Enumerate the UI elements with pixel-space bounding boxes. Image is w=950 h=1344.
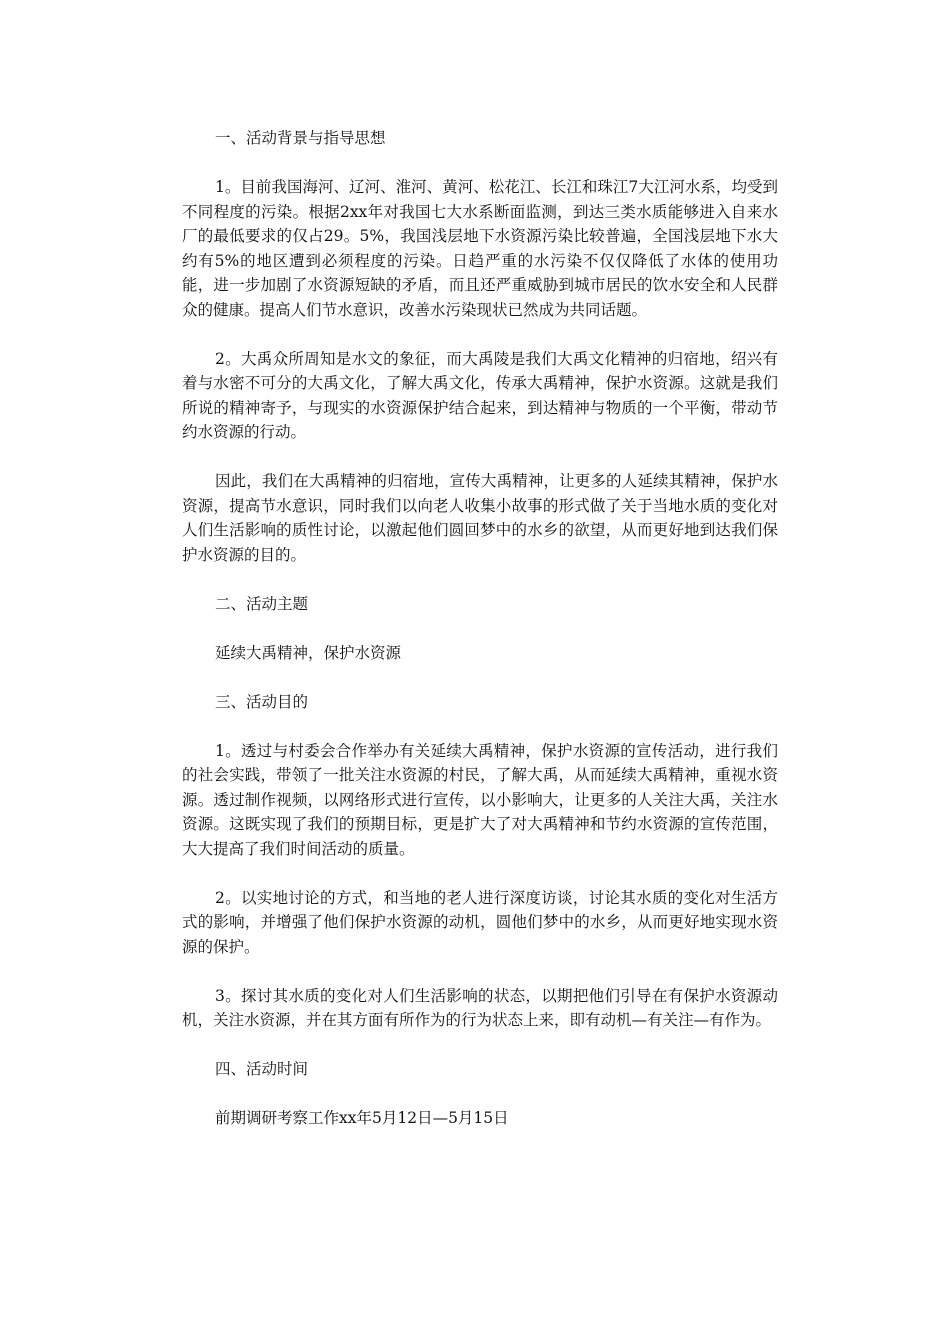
paragraph-purpose-2: 2。以实地讨论的方式，和当地的老人进行深度访谈，讨论其水质的变化对生活方式的影响，并增强了他们保护水资源的动机，圆他们梦中的水乡，从而更好地实现水资源的保护。 (182, 888, 778, 956)
section-heading-purpose: 三、活动目的 (215, 692, 309, 711)
paragraph-background-3: 因此，我们在大禹精神的归宿地，宣传大禹精神，让更多的人延续其精神，保护水资源，提高节水意识，同时我们以向老人收集小故事的形式做了关于当地水质的变化对人们生活影响的质性讨论，以激起他们圆回梦中的水乡的欲望，从而更好地到达我们保护水资源的目的。 (182, 472, 778, 564)
section-heading-theme: 二、活动主题 (215, 594, 309, 613)
section-heading-time: 四、活动时间 (215, 1060, 309, 1078)
section-heading-background: 一、活动背景与指导思想 (215, 129, 386, 147)
paragraph-background-2: 2。大禹众所周知是水文的象征，而大禹陵是我们大禹文化精神的归宿地，绍兴有着与水密不可分的大禹文化，了解大禹文化，传承大禹精神，保护水资源。这就是我们所说的精神寄予，与现实的水资源保护结合起来，到达精神与物质的一个平衡，带动节约水资源的行动。 (182, 349, 778, 441)
paragraph-background-1: 1。目前我国海河、辽河、淮河、黄河、松花江、长江和珠江7大江河水系，均受到不同程度的污染。根据2xx年对我国七大水系断面监测，到达三类水质能够进入自来水厂的最低要求的仅占29。5%，我国浅层地下水资源污染比较普遍，全国浅层地下水大约有5%的地区遭到必须程度的污染。日趋严重的水污染不仅仅降低了水体的使用功能，进一步加剧了水资源短缺的矛盾，而且还严重威胁到城市居民的饮水安全和人民群众的健康。提高人们节水意识，改善水污染现状已然成为共同话题。 (182, 178, 778, 319)
theme-text: 延续大禹精神，保护水资源 (215, 643, 402, 662)
paragraph-purpose-3: 3。探讨其水质的变化对人们生活影响的状态，以期把他们引导在有保护水资源动机，关注水资源，并在其方面有所作为的行为状态上来，即有动机—有关注—有作为。 (182, 986, 778, 1029)
paragraph-purpose-1: 1。透过与村委会合作举办有关延续大禹精神，保护水资源的宣传活动，进行我们的社会实践，带领了一批关注水资源的村民，了解大禹，从而延续大禹精神，重视水资源。透过制作视频，以网络形式进行宣传，以小影响大，让更多的人关注大禹，关注水资源。这既实现了我们的预期目标，更是扩大了对大禹精神和节约水资源的宣传范围，大大提高了我们时间活动的质量。 (182, 741, 778, 858)
document-page (182, 126, 778, 1131)
time-text: 前期调研考察工作xx年5月12日—5月15日 (215, 1109, 509, 1127)
